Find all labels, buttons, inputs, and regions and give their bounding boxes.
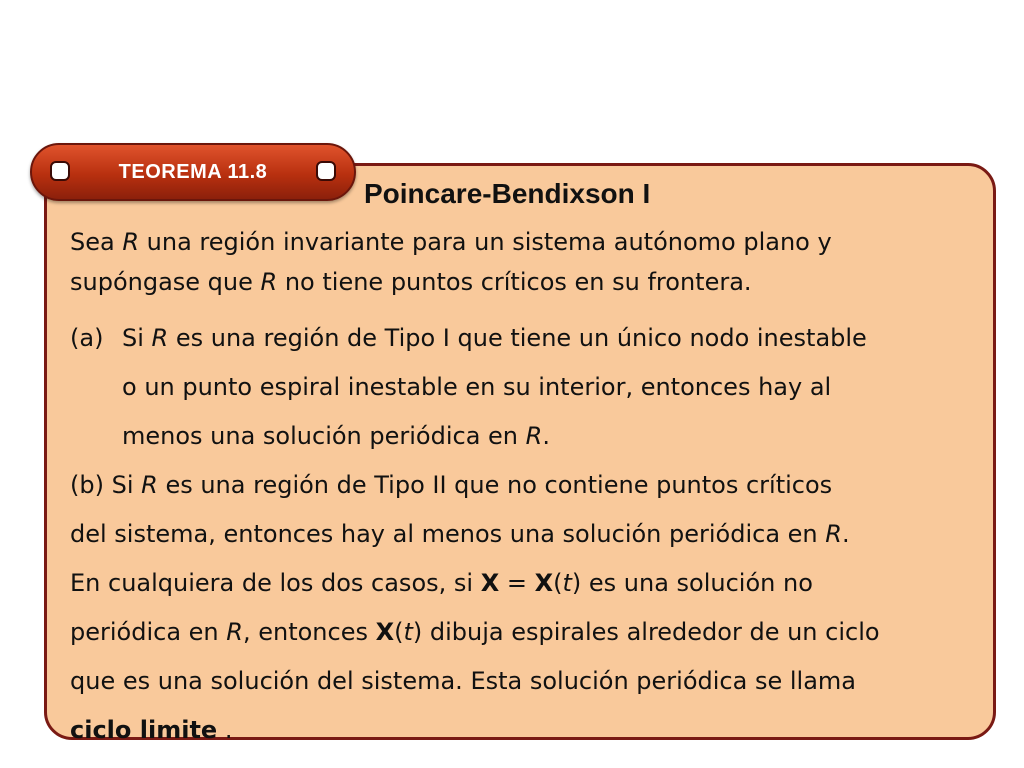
part-b-line-2: del sistema, entonces hay al menos una solución periódica en R. <box>70 520 850 548</box>
part-a-line-3: menos una solución periódica en R. <box>122 422 550 450</box>
part-a-line-2: o un punto espiral inestable en su interior, entonces hay al <box>122 373 832 401</box>
theorem-tab <box>30 143 356 201</box>
part-a-line-1: (a) Si R es una región de Tipo I que tiene un único nodo inestable <box>70 314 1000 363</box>
conclusion-line-3: que es una solución del sistema. Esta solución periódica se llama <box>70 667 856 695</box>
conclusion-line-1: En cualquiera de los dos casos, si X = X(t) es una solución no <box>70 569 813 597</box>
intro-paragraph: Sea R una región invariante para un sistema autónomo plano y supóngase que R no tiene puntos críticos en su frontera. <box>70 228 832 296</box>
limit-cycle-term: ciclo limite <box>70 716 218 744</box>
tab-dot-right-icon <box>316 161 336 181</box>
theorem-title: Poincare-Bendixson I <box>364 178 651 209</box>
theorem-label: TEOREMA 11.8 <box>118 161 268 183</box>
part-b-line-1: (b) Si R es una región de Tipo II que no contiene puntos críticos <box>70 471 833 499</box>
conclusion-line-4: ciclo limite . <box>70 716 233 744</box>
part-a-marker: (a) <box>70 324 104 352</box>
theorem-content <box>70 222 1000 755</box>
conclusion-line-2: periódica en R, entonces X(t) dibuja espirales alrededor de un ciclo <box>70 618 880 646</box>
